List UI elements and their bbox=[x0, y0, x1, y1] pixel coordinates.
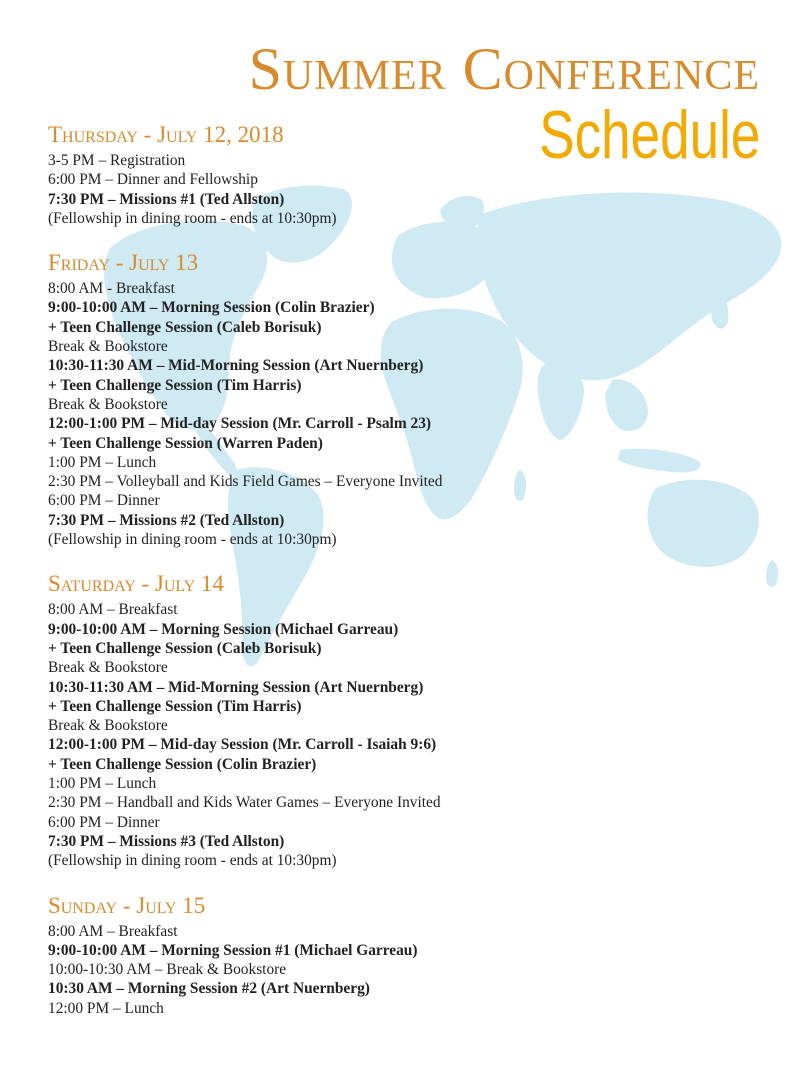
day-heading: Saturday - July 14 bbox=[48, 571, 224, 597]
schedule-item: + Teen Challenge Session (Caleb Borisuk) bbox=[48, 639, 322, 657]
day-heading: Sunday - July 15 bbox=[48, 892, 206, 918]
schedule-item: 9:00-10:00 AM – Morning Session (Michael Garreau) bbox=[48, 620, 399, 638]
day-block bbox=[48, 891, 608, 1018]
schedule-item: 6:00 PM – Dinner and Fellowship bbox=[48, 171, 258, 189]
schedule-item: 2:30 PM – Volleyball and Kids Field Games – Everyone Invited bbox=[48, 473, 443, 491]
schedule-item: 10:30 AM – Morning Session #2 (Art Nuernberg) bbox=[48, 980, 370, 998]
schedule-item: 10:30-11:30 AM – Mid-Morning Session (Art Nuernberg) bbox=[48, 678, 424, 696]
schedule-item: 8:00 AM - Breakfast bbox=[48, 280, 175, 298]
schedule-item: Break & Bookstore bbox=[48, 659, 168, 677]
map-australia bbox=[647, 480, 759, 567]
schedule-item: 12:00-1:00 PM – Mid-day Session (Mr. Carroll - Isaiah 9:6) bbox=[48, 736, 437, 754]
schedule-item: 1:00 PM – Lunch bbox=[48, 775, 157, 793]
schedule-item: 1:00 PM – Lunch bbox=[48, 453, 157, 471]
schedule-item: + Teen Challenge Session (Colin Brazier) bbox=[48, 755, 317, 773]
schedule-item: 8:00 AM – Breakfast bbox=[48, 601, 178, 619]
schedule-item: 7:30 PM – Missions #1 (Ted Allston) bbox=[48, 190, 285, 208]
schedule-item: (Fellowship in dining room - ends at 10:30pm) bbox=[48, 209, 337, 227]
day-heading: Friday - July 13 bbox=[48, 250, 199, 276]
day-heading: Thursday - July 12, 2018 bbox=[48, 122, 284, 147]
schedule-item: Break & Bookstore bbox=[48, 338, 168, 356]
schedule-item: + Teen Challenge Session (Warren Paden) bbox=[48, 434, 323, 452]
schedule-list bbox=[48, 120, 608, 1038]
schedule-item: (Fellowship in dining room - ends at 10:30pm) bbox=[48, 852, 337, 870]
schedule-item: 6:00 PM – Dinner bbox=[48, 813, 160, 831]
schedule-item: 12:00-1:00 PM – Mid-day Session (Mr. Carroll - Psalm 23) bbox=[48, 415, 432, 433]
schedule-item: (Fellowship in dining room - ends at 10:30pm) bbox=[48, 531, 337, 549]
schedule-item: 10:30-11:30 AM – Mid-Morning Session (Art Nuernberg) bbox=[48, 357, 424, 375]
schedule-item: Break & Bookstore bbox=[48, 395, 168, 413]
day-block bbox=[48, 248, 608, 549]
schedule-item: Break & Bookstore bbox=[48, 717, 168, 735]
schedule-item: + Teen Challenge Session (Tim Harris) bbox=[48, 376, 302, 394]
map-southeast-asia bbox=[606, 379, 648, 431]
schedule-item: 12:00 PM – Lunch bbox=[48, 999, 164, 1017]
title-summer-conference: Summer Conference bbox=[248, 36, 760, 102]
schedule-item: 10:00-10:30 AM – Break & Bookstore bbox=[48, 961, 287, 979]
schedule-item: 2:30 PM – Handball and Kids Water Games – Everyone Invited bbox=[48, 794, 441, 812]
day-block bbox=[48, 569, 608, 870]
schedule-item: 7:30 PM – Missions #2 (Ted Allston) bbox=[48, 511, 285, 529]
map-indonesia bbox=[618, 449, 701, 473]
schedule-item: 8:00 AM – Breakfast bbox=[48, 922, 178, 940]
schedule-item: 9:00-10:00 AM – Morning Session #1 (Michael Garreau) bbox=[48, 941, 418, 959]
schedule-item: 7:30 PM – Missions #3 (Ted Allston) bbox=[48, 832, 285, 850]
schedule-item: + Teen Challenge Session (Tim Harris) bbox=[48, 697, 302, 715]
day-block bbox=[48, 120, 608, 228]
schedule-item: 3-5 PM – Registration bbox=[48, 152, 186, 169]
title-schedule: Schedule bbox=[538, 97, 760, 173]
map-new-zealand bbox=[766, 560, 778, 587]
schedule-item: 6:00 PM – Dinner bbox=[48, 492, 160, 510]
schedule-item: 9:00-10:00 AM – Morning Session (Colin Brazier) bbox=[48, 299, 375, 317]
schedule-item: + Teen Challenge Session (Caleb Borisuk) bbox=[48, 318, 322, 336]
